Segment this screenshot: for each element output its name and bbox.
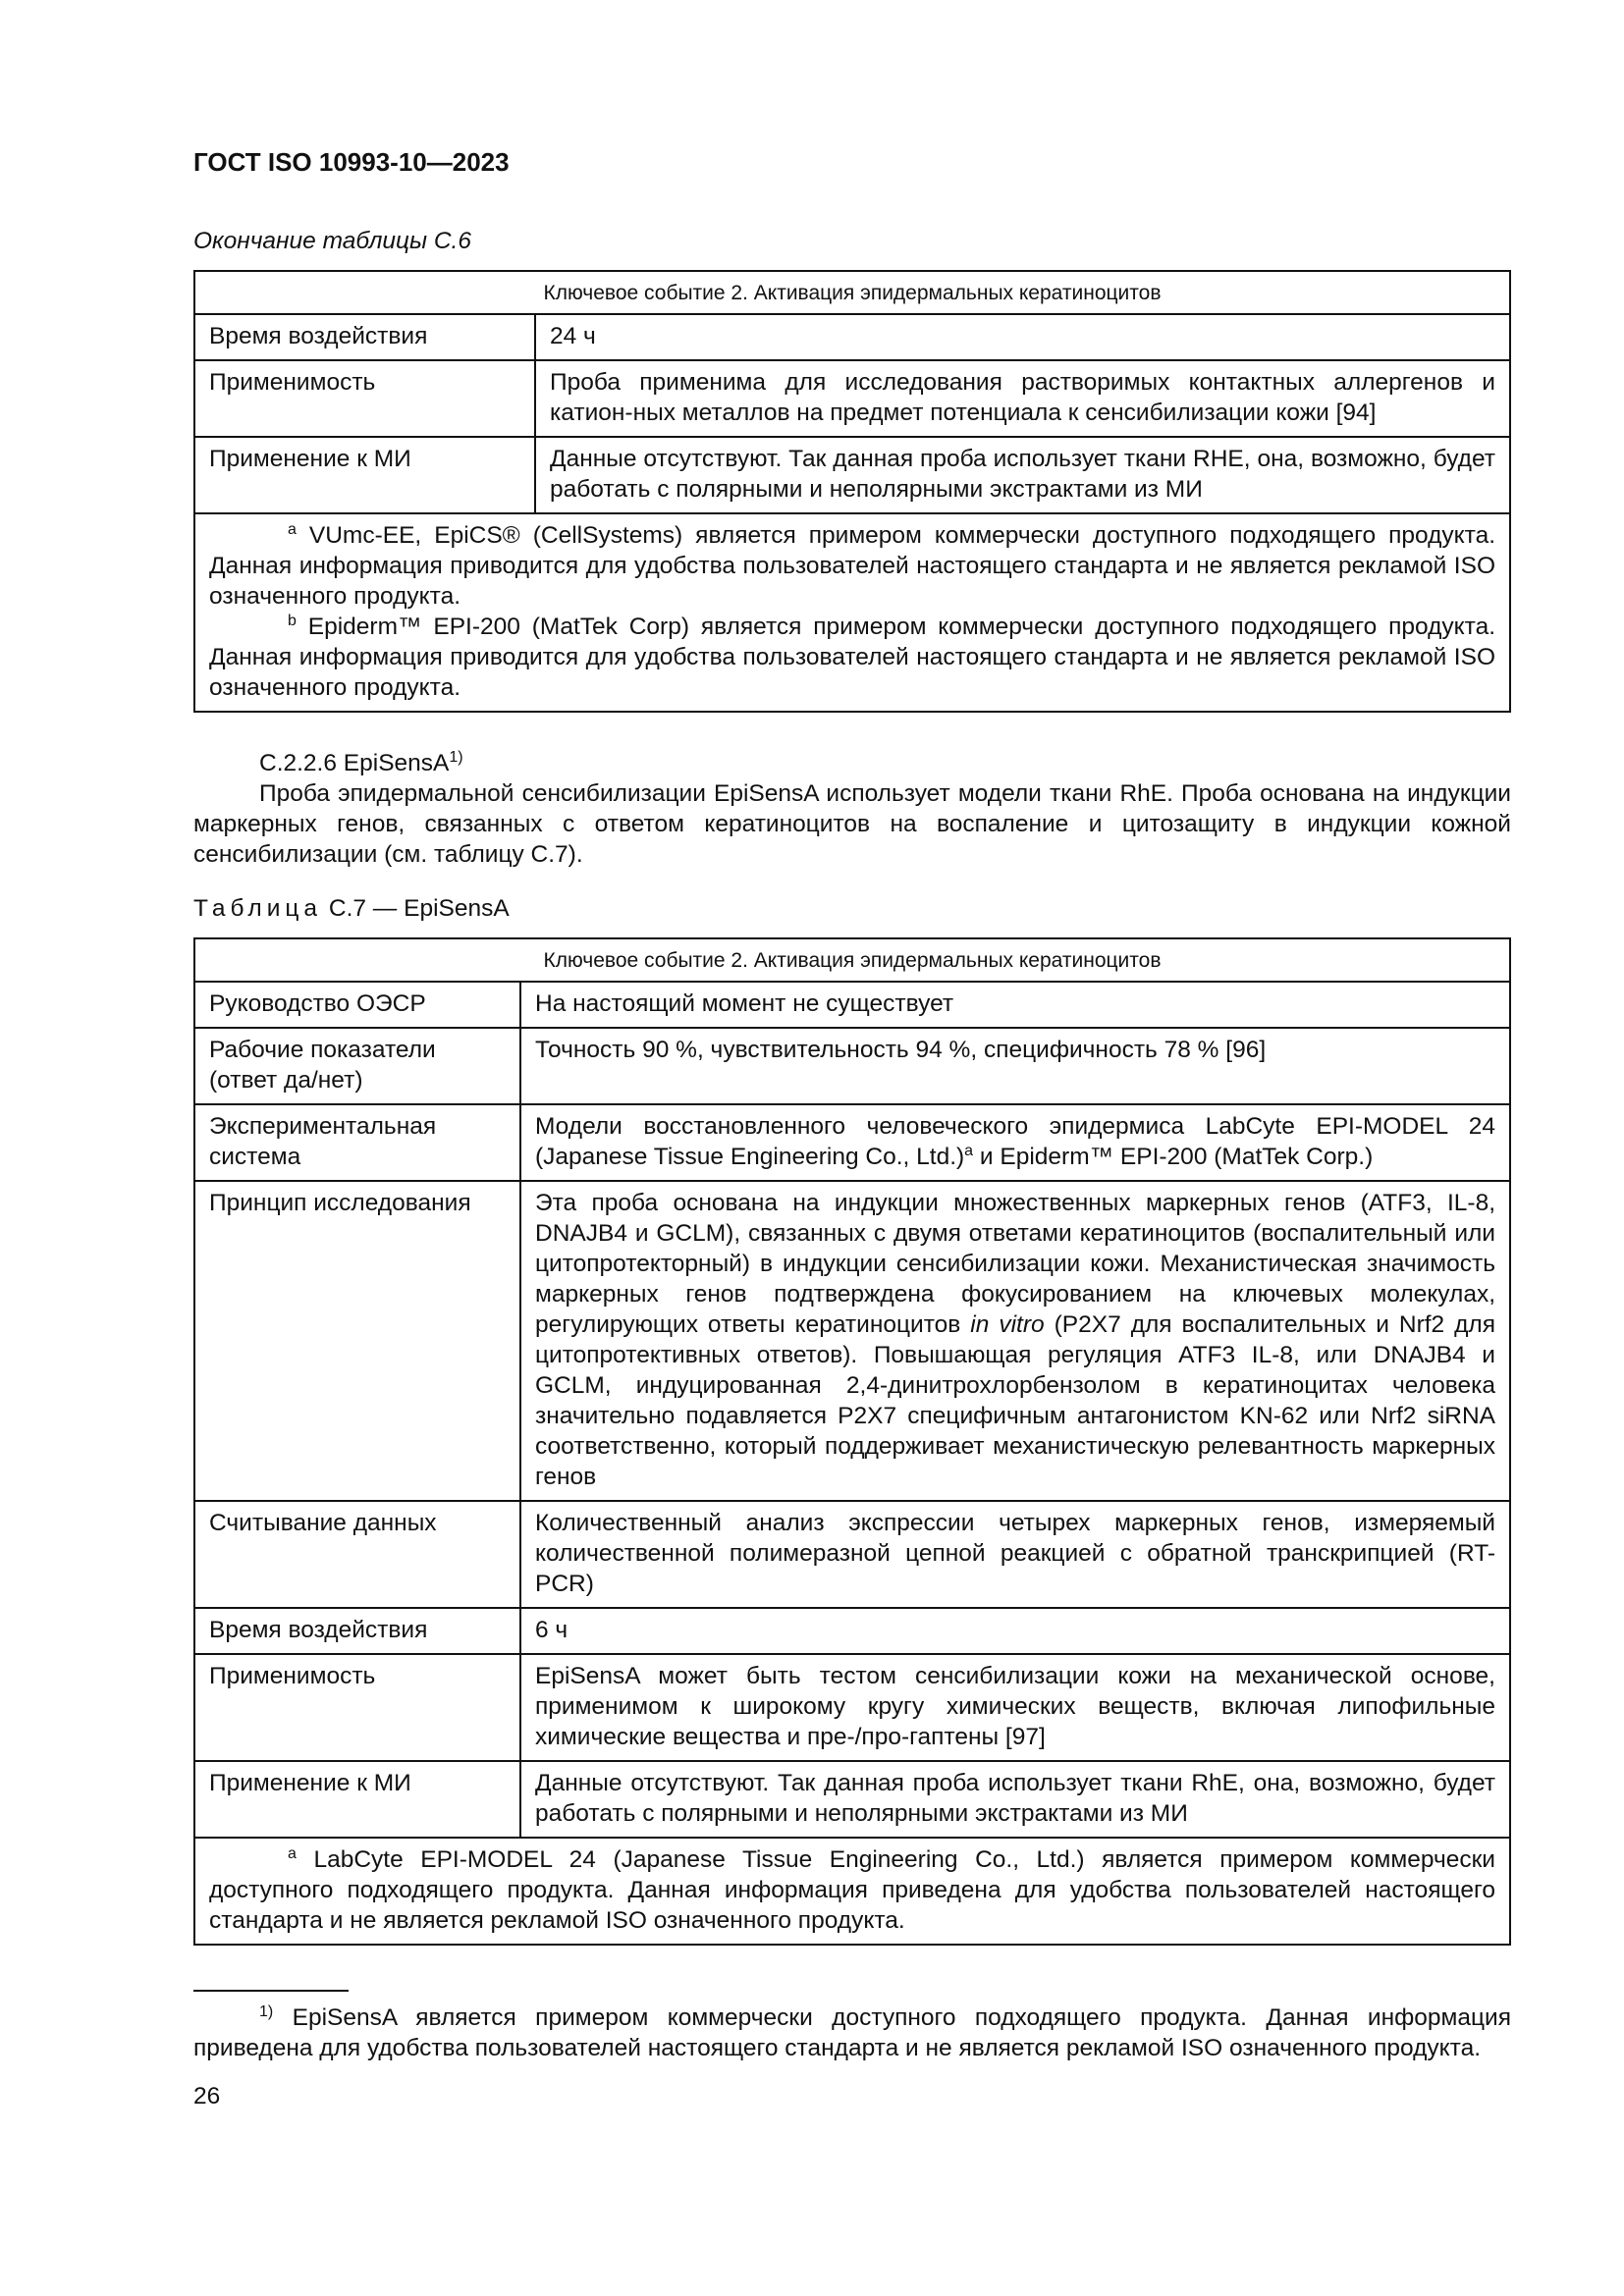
- row-value-tail: (P2X7 для воспалительных и Nrf2 для цитопротективных ответов). Повышающая регуляция ATF3 IL-8, или DNAJB4 и GCLM, индуцированная 2,4-динитрохлорбензолом в кератиноцитах человека значительно подавляется P2X7 специфичным антагонистом KN-62 или Nrf2 siRNA соответственно, который поддерживает механистическую релевантность маркерных генов: [535, 1311, 1495, 1490]
- table-footnote: [209, 612, 1495, 703]
- section-heading-text: С.2.2.6 EpiSensA: [259, 750, 450, 776]
- row-label: Применимость: [194, 360, 535, 437]
- row-value-text: Модели восстановленного человеческого эпидермиса LabCyte EPI-MODEL 24 (Japanese Tissue Engineering Co., Ltd.): [535, 1113, 1495, 1170]
- document-title: ГОСТ ISO 10993-10—2023: [193, 147, 510, 177]
- table-footnote: [209, 520, 1495, 612]
- footnote-mark: b: [288, 612, 297, 629]
- row-label: Руководство ОЭСР: [194, 982, 520, 1028]
- table-row: [194, 982, 1510, 1028]
- table-row: [194, 437, 1510, 513]
- table-row: [194, 360, 1510, 437]
- page-number: 26: [193, 2083, 221, 2109]
- footnote-text: EpiSensA является примером коммерчески доступного подходящего продукта. Данная информация приведена для удобства пользователей настоящего стандарта и не является рекламой ISO означенного продукта.: [193, 2004, 1511, 2061]
- row-label: Считывание данных: [194, 1501, 520, 1608]
- row-value: Точность 90 %, чувствительность 94 %, специфичность 78 % [96]: [520, 1028, 1510, 1104]
- table-caption-word: Таблица: [193, 895, 323, 922]
- footnote-mark: a: [288, 1844, 297, 1862]
- table-c6-continuation-caption: Окончание таблицы С.6: [193, 228, 471, 254]
- page-footnote: [193, 2002, 1511, 2063]
- table-row: [194, 1028, 1510, 1104]
- table-header-row: [194, 938, 1510, 982]
- table-c6: [193, 270, 1511, 713]
- row-value-text: Эта проба основана на индукции множественных маркерных генов (ATF3, IL-8, DNAJB4 и GCLM), связанных с двумя ответами кератиноцитов (воспалительный или цитопротекторный) в индукции сенсибилизации кожи. Механистическая значимость маркерных генов подтверждена фокусированием на ключевых молекулах, регулирующих ответы кератиноцитов: [535, 1190, 1495, 1338]
- row-label: Время воздействия: [194, 314, 535, 360]
- table-header-cell: Ключевое событие 2. Активация эпидермальных кератиноцитов: [194, 271, 1510, 314]
- table-header-cell: Ключевое событие 2. Активация эпидермальных кератиноцитов: [194, 938, 1510, 982]
- table-header-row: [194, 271, 1510, 314]
- table-c7: [193, 937, 1511, 1946]
- row-label: Применимость: [194, 1654, 520, 1761]
- row-value: Количественный анализ экспрессии четырех маркерных генов, измеряемый количественной полимеразной цепной реакцией с обратной транскрипцией (RT-PCR): [520, 1501, 1510, 1608]
- row-value: Данные отсутствуют. Так данная проба использует ткани RHE, она, возможно, будет работать с полярными и неполярными экстрактами из МИ: [535, 437, 1510, 513]
- row-value-italic: in vitro: [970, 1311, 1045, 1338]
- footnote-mark: 1): [259, 2002, 274, 2020]
- table-footnotes: [194, 1838, 1510, 1945]
- table-footnote: [209, 1844, 1495, 1936]
- row-value: Данные отсутствуют. Так данная проба использует ткани RhE, она, возможно, будет работать с полярными и неполярными экстрактами из МИ: [520, 1761, 1510, 1838]
- row-value: 24 ч: [535, 314, 1510, 360]
- table-row: [194, 1608, 1510, 1654]
- footnote-mark: a: [288, 520, 297, 538]
- row-value: Проба применима для исследования растворимых контактных аллергенов и катион-ных металлов на предмет потенциала к сенсибилизации кожи [94]: [535, 360, 1510, 437]
- footnote-text: VUmc-EE, EpiCS® (CellSystems) является примером коммерчески доступного подходящего продукта. Данная информация приводится для удобства пользователей настоящего стандарта и не является рекламой ISO означенного продукта.: [209, 522, 1495, 610]
- row-value-tail: и Epiderm™ EPI-200 (MatTek Corp.): [973, 1144, 1374, 1170]
- page-footnote-paragraph: [193, 2002, 1511, 2063]
- footnote-text: Epiderm™ EPI-200 (MatTek Corp) является примером коммерчески доступного подходящего продукта. Данная информация приводится для удобства пользователей настоящего стандарта и не является рекламой ISO означенного продукта.: [209, 614, 1495, 701]
- row-value: 6 ч: [520, 1608, 1510, 1654]
- row-value: [520, 1181, 1510, 1501]
- footnote-ref: a: [964, 1142, 974, 1159]
- table-row: [194, 1501, 1510, 1608]
- section-paragraph: Проба эпидермальной сенсибилизации EpiSensA использует модели ткани RhE. Проба основана на индукции маркерных генов, связанных с ответом кератиноцитов на воспаление и цитозащиту в индукции кожной сенсибилизации (см. таблицу С.7).: [193, 780, 1511, 868]
- row-value: На настоящий момент не существует: [520, 982, 1510, 1028]
- footnote-divider: [193, 1990, 349, 1992]
- section-episensa: [193, 748, 1511, 870]
- footnote-ref: 1): [449, 748, 463, 766]
- row-label: Рабочие показатели (ответ да/нет): [194, 1028, 520, 1104]
- table-caption-rest: С.7 — EpiSensA: [322, 895, 510, 922]
- row-value: EpiSensA может быть тестом сенсибилизации кожи на механической основе, применимом к широкому кругу химических веществ, включая липофильные химические вещества и пре-/про-гаптены [97]: [520, 1654, 1510, 1761]
- table-row: [194, 1761, 1510, 1838]
- table-row: [194, 314, 1510, 360]
- table-footnotes-row: [194, 513, 1510, 712]
- section-heading: [193, 748, 1511, 778]
- table-row: [194, 1181, 1510, 1501]
- row-label: Применение к МИ: [194, 1761, 520, 1838]
- row-label: Применение к МИ: [194, 437, 535, 513]
- table-c7-caption: [193, 893, 510, 924]
- table-footnotes-row: [194, 1838, 1510, 1945]
- row-label: Экспериментальная система: [194, 1104, 520, 1181]
- row-value: [520, 1104, 1510, 1181]
- table-row: [194, 1104, 1510, 1181]
- row-label: Время воздействия: [194, 1608, 520, 1654]
- row-label: Принцип исследования: [194, 1181, 520, 1501]
- table-footnotes: [194, 513, 1510, 712]
- table-row: [194, 1654, 1510, 1761]
- footnote-text: LabCyte EPI-MODEL 24 (Japanese Tissue Engineering Co., Ltd.) является примером коммерчески доступного подходящего продукта. Данная информация приведена для удобства пользователей настоящего стандарта и не является рекламой ISO означенного продукта.: [209, 1846, 1495, 1934]
